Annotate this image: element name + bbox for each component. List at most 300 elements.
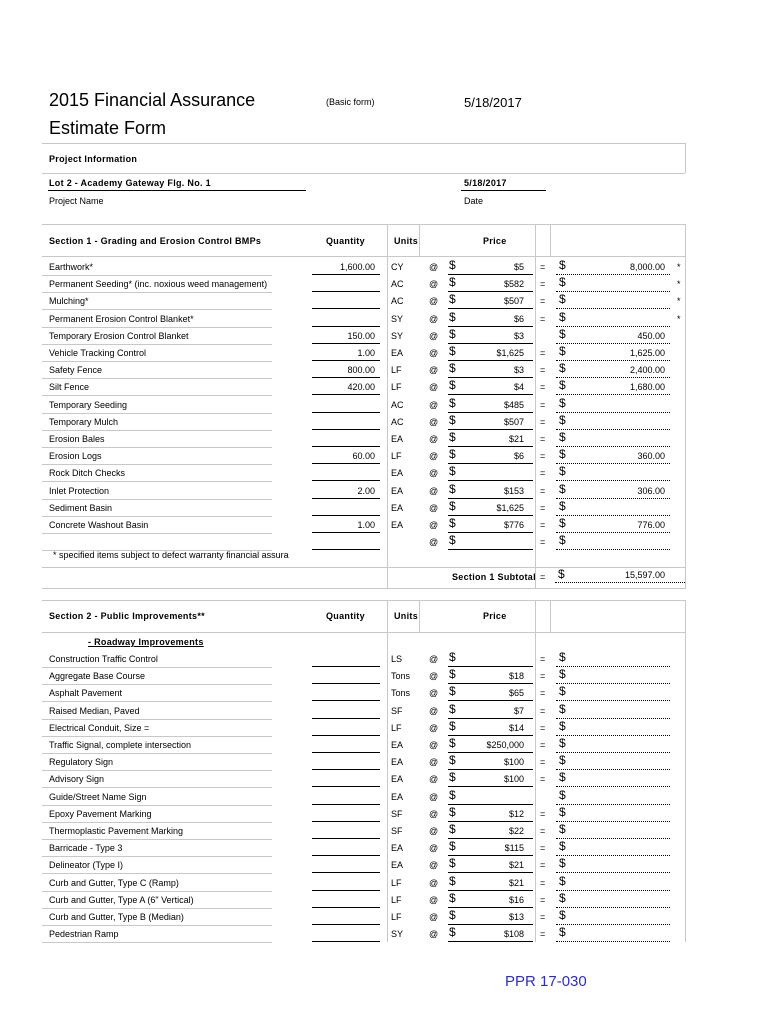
item-price: $776 [503,520,524,530]
total-dollar-sign: $ [559,361,566,376]
total-dollar-sign: $ [559,770,566,785]
table-row [0,702,770,719]
price-dollar-sign: $ [449,804,456,819]
price-dollar-sign: $ [449,787,456,802]
at-symbol: @ [429,537,439,548]
item-price: $3 [513,330,524,341]
item-name: Rock Ditch Checks [49,468,126,479]
item-unit: LF [391,722,402,733]
price-dollar-sign: $ [449,361,456,376]
price-dollar-sign: $ [449,344,456,358]
at-symbol: @ [429,382,439,393]
total-dollar-sign: $ [559,533,566,548]
item-unit: Tons [391,671,411,682]
item-name: Delineator (Type I) [49,860,124,871]
item-name: Electrical Conduit, Size = [49,722,150,733]
item-name: Sediment Basin [49,502,113,513]
at-symbol: @ [429,434,439,444]
item-price: $507 [503,296,524,307]
item-equals: = [540,929,546,940]
total-dollar-sign: $ [559,753,566,768]
item-star: * [677,262,681,272]
at-symbol: @ [429,451,439,462]
item-name: Safety Fence [49,365,103,376]
table-row [0,310,770,327]
at-symbol: @ [429,705,439,716]
roadway-subheading: - Roadway Improvements [88,637,204,647]
section2-title: Section 2 - Public Improvements** [49,611,205,621]
at-symbol: @ [429,912,439,922]
item-total: 1,680.00 [629,382,665,393]
item-name: Silt Fence [49,382,90,393]
item-price: $582 [503,279,524,290]
item-name: Curb and Gutter, Type A (6" Vertical) [49,894,194,905]
table-row [0,856,770,873]
item-equals: = [540,808,546,819]
item-price: $100 [503,774,524,785]
total-dollar-sign: $ [559,344,566,358]
item-total: 8,000.00 [629,262,665,272]
item-total: 776.00 [637,520,665,530]
price-dollar-sign: $ [449,498,456,513]
item-name: Concrete Washout Basin [49,520,149,530]
item-price: $100 [503,757,524,768]
item-equals: = [540,262,546,272]
project-name-label: Project Name [49,196,104,206]
total-dollar-sign: $ [559,481,566,496]
table-row [0,378,770,395]
total-dollar-sign: $ [559,464,566,479]
project-name-value: Lot 2 - Academy Gateway Flg. No. 1 [49,178,211,188]
project-date-label: Date [464,196,484,206]
total-dollar-sign: $ [559,890,566,905]
price-dollar-sign: $ [449,275,456,290]
table-row [0,482,770,499]
table-row [0,667,770,684]
at-symbol: @ [429,262,439,272]
item-equals: = [540,774,546,785]
total-dollar-sign: $ [559,701,566,716]
item-unit: EA [391,740,404,750]
total-dollar-sign: $ [559,822,566,836]
item-quantity: 1.00 [357,520,375,530]
ppr-stamp: PPR 17-030 [505,973,587,990]
table-row [0,925,770,942]
item-equals: = [540,705,546,716]
price-dollar-sign: $ [449,753,456,768]
item-unit: AC [391,296,404,307]
total-dollar-sign: $ [559,718,566,733]
at-symbol: @ [429,365,439,376]
item-unit: LF [391,365,402,376]
item-price: $18 [508,671,524,682]
item-unit: EA [391,774,404,785]
total-dollar-sign: $ [559,258,566,272]
total-dollar-sign: $ [559,498,566,513]
item-unit: SY [391,313,404,324]
table-row [0,788,770,805]
item-name: Epoxy Pavement Marking [49,808,152,819]
table-row [0,275,770,292]
total-dollar-sign: $ [559,856,566,871]
project-date-value: 5/18/2017 [464,178,507,188]
item-price: $7 [513,705,524,716]
item-name: Earthwork* [49,262,94,272]
item-price: $13 [508,912,524,922]
price-dollar-sign: $ [449,378,456,393]
table-row [0,292,770,309]
price-dollar-sign: $ [449,650,456,664]
item-equals: = [540,485,546,496]
price-dollar-sign: $ [449,533,456,548]
item-unit: EA [391,791,404,802]
item-total: 1,625.00 [629,348,665,358]
total-dollar-sign: $ [559,447,566,462]
price-dollar-sign: $ [449,908,456,922]
at-symbol: @ [429,860,439,871]
item-quantity: 2.00 [357,485,375,496]
at-symbol: @ [429,757,439,768]
total-dollar-sign: $ [559,412,566,427]
item-unit: SY [391,330,404,341]
price-dollar-sign: $ [449,464,456,479]
item-equals: = [540,757,546,768]
section1-footnote: * specified items subject to defect warranty financial assura [53,550,289,560]
item-unit: LS [391,654,403,664]
section1-subtotal-label: Section 1 Subtotal [452,572,536,582]
item-name: Temporary Mulch [49,416,119,427]
item-unit: LF [391,382,402,393]
total-dollar-sign: $ [559,292,566,307]
table-row [0,516,770,533]
total-dollar-sign: $ [559,667,566,682]
price-dollar-sign: $ [449,718,456,733]
item-price: $1,625 [496,348,524,358]
at-symbol: @ [429,671,439,682]
price-dollar-sign: $ [449,890,456,905]
item-price: $22 [508,826,524,836]
form-title-line1: 2015 Financial Assurance [49,90,256,110]
at-symbol: @ [429,722,439,733]
item-unit: LF [391,912,402,922]
table-row [0,464,770,481]
item-unit: SF [391,826,403,836]
item-price: $115 [504,843,524,854]
header-date: 5/18/2017 [464,95,522,110]
price-dollar-sign: $ [449,326,456,341]
item-star: * [677,296,681,307]
table-row [0,499,770,516]
item-price: $485 [503,399,524,410]
item-price: $250,000 [486,740,524,750]
total-dollar-sign: $ [559,430,566,444]
price-dollar-sign: $ [449,822,456,836]
item-price: $21 [508,877,524,888]
item-equals: = [540,688,546,699]
at-symbol: @ [429,485,439,496]
item-name: Temporary Erosion Control Blanket [49,330,189,341]
price-dollar-sign: $ [449,516,456,530]
table-row [0,874,770,891]
total-dollar-sign: $ [559,804,566,819]
total-dollar-sign: $ [559,787,566,802]
table-row [0,908,770,925]
item-name: Permanent Seeding* (inc. noxious weed management) [49,279,268,290]
total-dollar-sign: $ [559,516,566,530]
table-row [0,684,770,701]
price-dollar-sign: $ [449,701,456,716]
table-row [0,533,770,550]
at-symbol: @ [429,654,439,664]
item-equals: = [540,468,546,479]
item-equals: = [540,877,546,888]
at-symbol: @ [429,774,439,785]
item-unit: EA [391,520,404,530]
table-row [0,327,770,344]
at-symbol: @ [429,502,439,513]
item-total: 360.00 [637,451,665,462]
item-price: $1,625 [496,502,524,513]
item-quantity: 420.00 [347,382,375,393]
item-name: Advisory Sign [49,774,105,785]
at-symbol: @ [429,313,439,324]
table-row [0,753,770,770]
item-unit: LF [391,894,402,905]
table-row [0,430,770,447]
item-name: Raised Median, Paved [49,705,140,716]
item-equals: = [540,502,546,513]
item-unit: EA [391,860,404,871]
item-equals: = [540,843,546,854]
item-equals: = [540,365,546,376]
item-unit: LF [391,877,402,888]
item-quantity: 150.00 [347,330,375,341]
at-symbol: @ [429,330,439,341]
item-price: $21 [508,434,524,444]
item-name: Guide/Street Name Sign [49,791,147,802]
price-dollar-sign: $ [449,447,456,462]
section2-col-quantity: Quantity [326,611,365,621]
table-row [0,891,770,908]
price-dollar-sign: $ [449,873,456,888]
price-dollar-sign: $ [449,925,456,940]
item-equals: = [540,313,546,324]
item-unit: EA [391,757,404,768]
table-row [0,719,770,736]
price-dollar-sign: $ [449,770,456,785]
item-price: $108 [503,929,524,940]
price-dollar-sign: $ [449,481,456,496]
at-symbol: @ [429,416,439,427]
item-name: Barricade - Type 3 [49,843,123,854]
item-unit: SY [391,929,404,940]
item-equals: = [540,654,546,664]
section1-subtotal-dollar: $ [558,567,565,581]
item-equals: = [540,279,546,290]
item-unit: EA [391,843,404,854]
table-row [0,822,770,839]
total-dollar-sign: $ [559,925,566,940]
item-name: Vehicle Tracking Control [49,348,147,358]
item-unit: Tons [391,688,411,699]
at-symbol: @ [429,520,439,530]
at-symbol: @ [429,791,439,802]
section2-col-units: Units [394,611,418,621]
item-price: $507 [503,416,524,427]
item-name: Mulching* [49,296,89,307]
at-symbol: @ [429,740,439,750]
item-price: $4 [513,382,524,393]
item-equals: = [540,296,546,307]
table-row [0,650,770,667]
item-price: $65 [508,688,524,699]
total-dollar-sign: $ [559,378,566,393]
item-price: $6 [513,451,524,462]
item-equals: = [540,416,546,427]
item-name: Curb and Gutter, Type B (Median) [49,912,184,922]
section2-col-price: Price [483,611,507,621]
total-dollar-sign: $ [559,873,566,888]
section1-col-quantity: Quantity [326,236,365,246]
item-unit: EA [391,485,404,496]
total-dollar-sign: $ [559,684,566,699]
item-unit: SF [391,808,403,819]
item-name: Regulatory Sign [49,757,114,768]
item-total: 2,400.00 [629,365,665,376]
table-row [0,413,770,430]
item-equals: = [540,671,546,682]
at-symbol: @ [429,894,439,905]
item-equals: = [540,912,546,922]
item-unit: AC [391,279,404,290]
item-name: Construction Traffic Control [49,654,158,664]
total-dollar-sign: $ [559,650,566,664]
item-equals: = [540,348,546,358]
item-unit: AC [391,399,404,410]
item-unit: LF [391,451,402,462]
section1-subtotal-equals: = [540,572,546,582]
total-dollar-sign: $ [559,908,566,922]
table-row [0,396,770,413]
item-unit: EA [391,502,404,513]
item-name: Asphalt Pavement [49,688,123,699]
total-dollar-sign: $ [559,326,566,341]
item-equals: = [540,860,546,871]
section1-title: Section 1 - Grading and Erosion Control BMPs [49,236,262,246]
table-row [0,805,770,822]
project-info-heading: Project Information [49,154,138,164]
item-quantity: 1.00 [357,348,375,358]
price-dollar-sign: $ [449,667,456,682]
price-dollar-sign: $ [449,430,456,444]
item-equals: = [540,537,546,548]
table-row [0,839,770,856]
at-symbol: @ [429,468,439,479]
item-total: 450.00 [637,330,665,341]
at-symbol: @ [429,929,439,940]
total-dollar-sign: $ [559,395,566,410]
form-type-label: (Basic form) [326,97,375,107]
item-name: Curb and Gutter, Type C (Ramp) [49,877,179,888]
item-quantity: 1,600.00 [339,262,375,272]
price-dollar-sign: $ [449,684,456,699]
price-dollar-sign: $ [449,292,456,307]
item-price: $14 [508,722,524,733]
item-name: Permanent Erosion Control Blanket* [49,313,194,324]
total-dollar-sign: $ [559,839,566,854]
at-symbol: @ [429,808,439,819]
form-title-line2: Estimate Form [49,118,167,138]
table-row [0,361,770,378]
item-name: Traffic Signal, complete intersection [49,740,192,750]
table-row [0,258,770,275]
item-unit: AC [391,416,404,427]
item-equals: = [540,722,546,733]
item-name: Erosion Logs [49,451,102,462]
item-price: $12 [508,808,524,819]
item-price: $16 [508,894,524,905]
at-symbol: @ [429,279,439,290]
item-name: Erosion Bales [49,434,105,444]
at-symbol: @ [429,826,439,836]
section1-col-price: Price [483,236,507,246]
price-dollar-sign: $ [449,412,456,427]
item-name: Thermoplastic Pavement Marking [49,826,184,836]
item-equals: = [540,826,546,836]
total-dollar-sign: $ [559,309,566,324]
at-symbol: @ [429,877,439,888]
section1-subtotal-value: 15,597.00 [624,570,665,580]
total-dollar-sign: $ [559,736,566,750]
item-equals: = [540,520,546,530]
item-unit: CY [391,262,404,272]
table-row [0,344,770,361]
item-unit: SF [391,705,403,716]
item-equals: = [540,894,546,905]
item-star: * [677,313,681,324]
item-unit: EA [391,348,404,358]
price-dollar-sign: $ [449,856,456,871]
section1-col-units: Units [394,236,418,246]
item-total: 306.00 [637,485,665,496]
item-quantity: 60.00 [352,451,375,462]
price-dollar-sign: $ [449,736,456,750]
item-price: $153 [503,485,524,496]
at-symbol: @ [429,688,439,699]
item-unit: EA [391,468,404,479]
item-equals: = [540,434,546,444]
price-dollar-sign: $ [449,395,456,410]
total-dollar-sign: $ [559,275,566,290]
at-symbol: @ [429,399,439,410]
table-row [0,736,770,753]
item-equals: = [540,399,546,410]
item-equals: = [540,451,546,462]
item-equals: = [540,740,546,750]
at-symbol: @ [429,348,439,358]
at-symbol: @ [429,296,439,307]
item-name: Aggregate Base Course [49,671,146,682]
item-name: Inlet Protection [49,485,110,496]
item-price: $6 [513,313,524,324]
price-dollar-sign: $ [449,839,456,854]
item-unit: EA [391,434,404,444]
at-symbol: @ [429,843,439,854]
item-price: $21 [508,860,524,871]
table-row [0,770,770,787]
item-equals: = [540,382,546,393]
price-dollar-sign: $ [449,258,456,272]
